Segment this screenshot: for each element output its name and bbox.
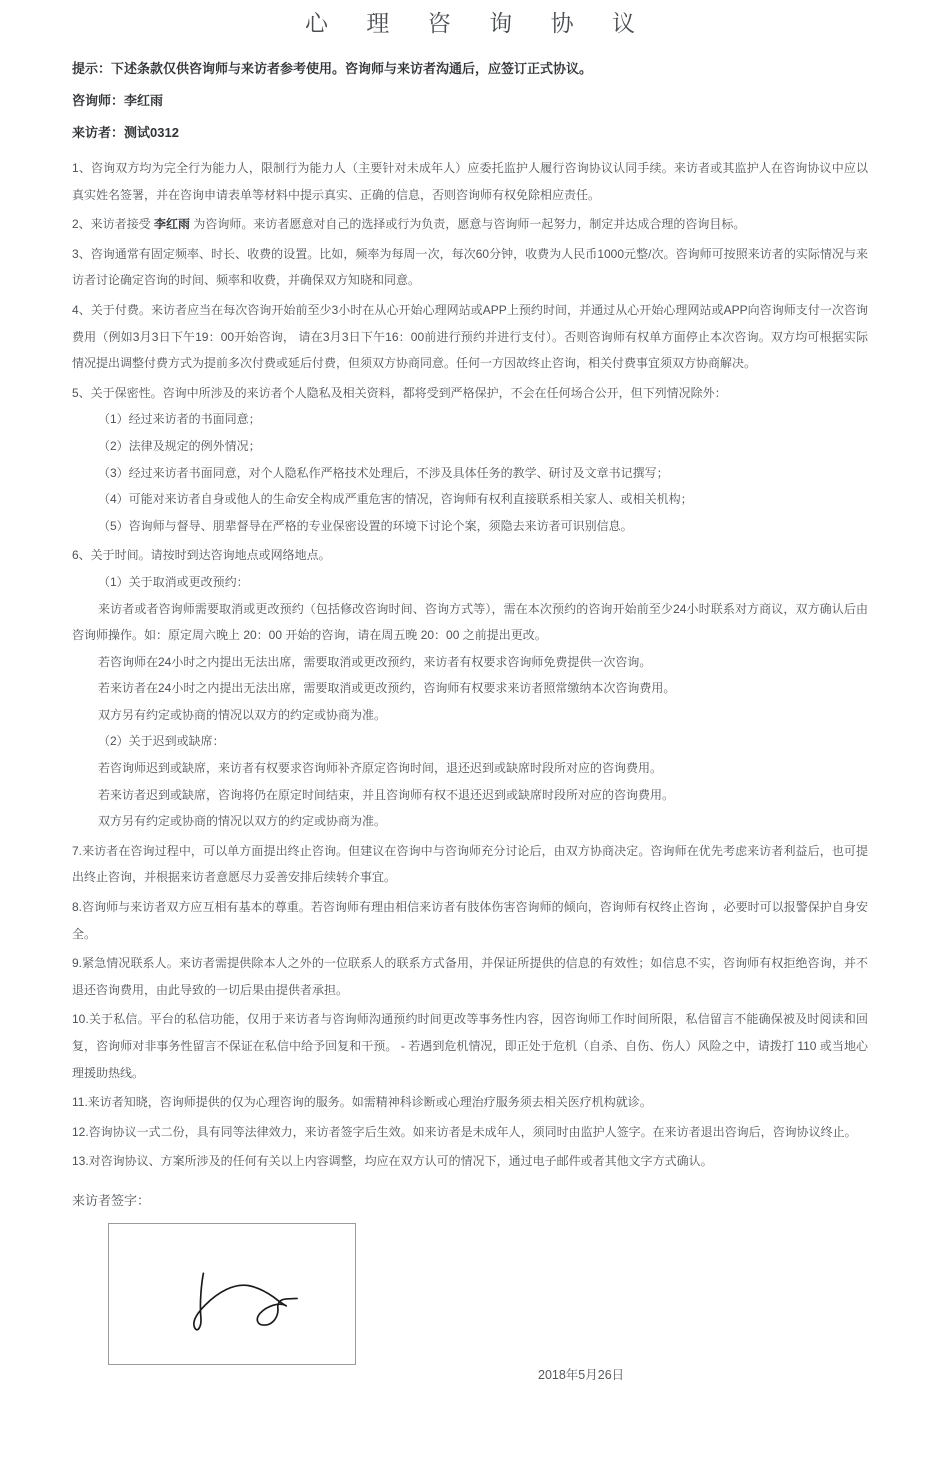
clause-text: （1）经过来访者的书面同意； (98, 412, 261, 427)
signature-path (194, 1273, 297, 1329)
clause-text: 若咨询师在24小时之内提出无法出席，需要取消或更改预约，来访者有权要求咨询师免费提供一次咨询。 (98, 654, 652, 669)
clause (72, 675, 868, 702)
clause-list (72, 155, 868, 1175)
clause-text: 来访者或者咨询师需要取消或更改预约（包括修改咨询时间、咨询方式等），需在本次预约的咨询开始前至少24小时联系对方商议，双方确认后由咨询师操作。如：原定周六晚上 20：00 开始的咨询，请在周五晚 20：00 之前提出更改。 (72, 601, 868, 643)
visitor-line (72, 123, 868, 143)
clause-text: （3）经过来访者书面同意，对个人隐私作严格技术处理后，不涉及具体任务的教学、研讨及文章书记撰写； (98, 465, 669, 480)
notice-line: 提示：下述条款仅供咨询师与来访者参考使用。咨询师与来访者沟通后，应签订正式协议。 (72, 61, 593, 76)
clause-text: （1）关于取消或更改预约： (98, 574, 249, 589)
visitor-label: 来访者： (72, 125, 125, 140)
clause-text: 5、关于保密性。咨询中所涉及的来访者个人隐私及相关资料，都将受到严格保护，不会在任何场合公开，但下列情况除外： (72, 385, 727, 400)
clause (72, 702, 868, 729)
counselor-name: 李红雨 (124, 93, 164, 108)
clause-text: 若咨询师迟到或缺席，来访者有权要求咨询师补齐原定咨询时间，退还迟到或缺席时段所对应的咨询费用。 (98, 761, 663, 776)
clause (72, 155, 868, 208)
clause (72, 406, 868, 433)
clause (72, 211, 868, 238)
clause (72, 728, 868, 755)
signature-section (72, 1191, 868, 1384)
clause (72, 755, 868, 782)
clause (72, 1119, 868, 1146)
clause-text: 8.咨询师与来访者双方应互相有基本的尊重。若咨询师有理由相信来访者有肢体伤害咨询师的倾向，咨询师有权终止咨询 ，必要时可以报警保护自身安全。 (72, 900, 868, 941)
clause-text: 3、咨询通常有固定频率、时长、收费的设置。比如，频率为每周一次，每次60分钟，收费为人民币1000元整/次。咨询师可按照来访者的实际情况与来访者讨论确定咨询的时间、频率和收费，并确保双方知晓和同意。 (72, 246, 868, 288)
clause-text: 为咨询师。来访者愿意对自己的选择或行为负责，愿意与咨询师一起努力，制定并达成合理的咨询目标。 (190, 217, 746, 232)
clause (72, 950, 868, 1003)
clause (72, 782, 868, 809)
clause (72, 808, 868, 835)
clause-text: 7.来访者在咨询过程中，可以单方面提出终止咨询。但建议在咨询中与咨询师充分讨论后，由双方协商决定。咨询师在优先考虑来访者利益后，也可提出终止咨询，并根据来访者意愿尽力妥善安排后续转介事宜。 (72, 843, 868, 885)
clause (72, 433, 868, 460)
clause-text: （2）关于迟到或缺席： (98, 734, 225, 749)
clause (72, 486, 868, 513)
clause-text: 若来访者迟到或缺席，咨询将仍在原定时间结束，并且咨询师有权不退还迟到或缺席时段所对应的咨询费用。 (98, 787, 675, 802)
clause (72, 596, 868, 649)
clause-text: 2、来访者接受 (72, 217, 155, 232)
visitor-name: 测试0312 (124, 125, 179, 140)
clause-text: 1、咨询双方均为完全行为能力人，限制行为能力人（主要针对未成年人）应委托监护人履行咨询协议认同手续。来访者或其监护人在咨询协议中应以真实姓名签署，并在咨询申请表单等材料中提示真实、正确的信息，否则咨询师有权免除相应责任。 (72, 161, 868, 202)
clause-text: 双方另有约定或协商的情况以双方的约定或协商为准。 (98, 707, 387, 722)
clause-text: （2）法律及规定的例外情况； (98, 438, 261, 453)
clause (72, 1089, 868, 1116)
clause-text: 9.紧急情况联系人。来访者需提供除本人之外的一位联系人的联系方式备用，并保证所提供的信息的有效性；如信息不实，咨询师有权拒绝咨询，并不退还咨询费用，由此导致的一切后果由提供者承担。 (72, 956, 868, 997)
clause-text: （4）可能对来访者自身或他人的生命安全构成严重危害的情况，咨询师有权利直接联系相关家人、或相关机构； (98, 492, 693, 507)
clause-text: 6、关于时间。请按时到达咨询地点或网络地点。 (72, 548, 331, 563)
signature-label: 来访者签字： (72, 1192, 151, 1208)
clause-text: 10.关于私信。平台的私信功能，仅用于来访者与咨询师沟通预约时间更改等事务性内容，因咨询师工作时间所限，私信留言不能确保被及时阅读和回复，咨询师对非事务性留言不保证在私信中给予回复和干预。 - 若遇到危机情况，即正处于危机（自杀、自伤、伤人）风险之中，请拨打 110 或当地心理援助热线。 (72, 1012, 868, 1080)
clause-text: 12.咨询协议一式二份，具有同等法律效力，来访者签字后生效。如来访者是未成年人，须同时由监护人签字。在来访者退出咨询后，咨询协议终止。 (72, 1124, 857, 1139)
counselor-label: 咨询师： (72, 93, 125, 108)
clause (72, 460, 868, 487)
clause (72, 380, 868, 407)
clause (72, 1148, 868, 1175)
clause-text: 若来访者在24小时之内提出无法出席，需要取消或更改预约，咨询师有权要求来访者照常缴纳本次咨询费用。 (98, 681, 676, 696)
counselor-line (72, 91, 868, 111)
signature-stroke (109, 1224, 355, 1364)
counselor-name-inline: 李红雨 (154, 217, 191, 232)
clause-text: 双方另有约定或协商的情况以双方的约定或协商为准。 (98, 814, 387, 829)
clause (72, 1006, 868, 1086)
clause (72, 894, 868, 947)
clause (72, 241, 868, 294)
clause (72, 838, 868, 891)
clause-text: 13.对咨询协议、方案所涉及的任何有关以上内容调整，均应在双方认可的情况下，通过电子邮件或者其他文字方式确认。 (72, 1154, 713, 1169)
clause-text: 11.来访者知晓，咨询师提供的仅为心理咨询的服务。如需精神科诊断或心理治疗服务须去相关医疗机构就诊。 (72, 1095, 652, 1110)
clause (72, 513, 868, 540)
signature-box (108, 1223, 356, 1365)
document-date: 2018年5月26日 (538, 1367, 625, 1382)
clause (72, 569, 868, 596)
clause-text: （5）咨询师与督导、朋辈督导在严格的专业保密设置的环境下讨论个案，须隐去来访者可识别信息。 (98, 518, 633, 533)
clause (72, 542, 868, 569)
page-title: 心 理 咨 询 协 议 (305, 10, 651, 36)
clause (72, 297, 868, 377)
clause-text: 4、关于付费。来访者应当在每次咨询开始前至少3小时在从心开始心理网站或APP上预约时间，并通过从心开始心理网站或APP向咨询师支付一次咨询费用（例如3月3日下午19：00开始咨询， 请在3月3日下午16：00前进行预约并进行支付）。否则咨询师有权单方面停止本次咨询。双方均可根据实际情况提出调整付费方式为提前多次付费或延后付费，但须双方协商同意。任何一方因故终止咨询，相关付费事宜须双方协商解决。 (72, 302, 868, 371)
clause (72, 649, 868, 676)
